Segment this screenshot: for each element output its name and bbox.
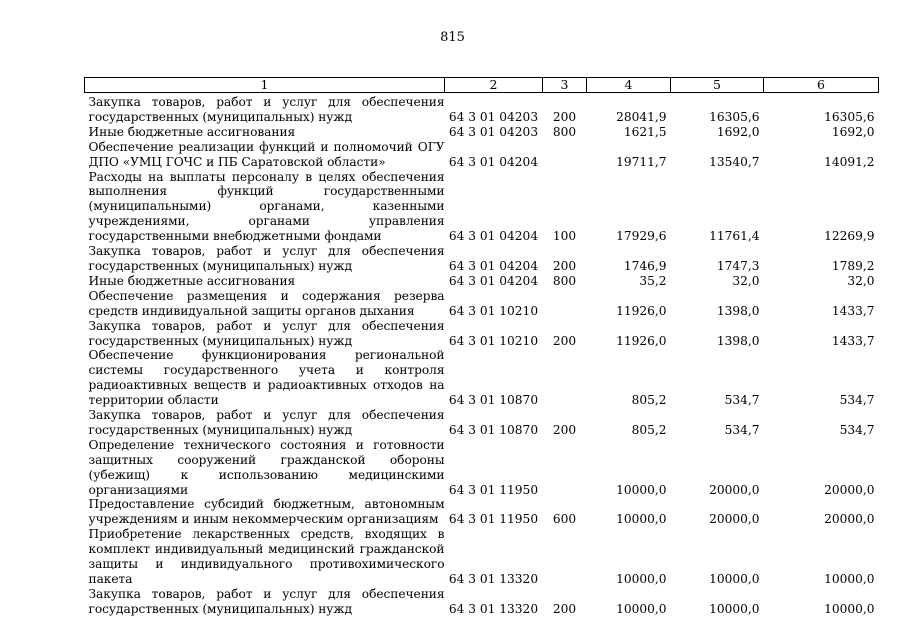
row-value-col4: 10000,0 [616,572,667,586]
table-row [85,348,879,408]
row-name: Закупка товаров, работ и услуг для обеспечения государственных (муниципальных) нужд [88,318,445,348]
row-value-col4: 17929,6 [616,229,667,244]
row-expense-type: 600 [552,512,577,527]
row-expense-type [543,527,587,587]
row-value-col4: 19711,7 [616,154,667,169]
table-row [85,93,879,125]
row-code: 64 3 01 04204 [448,273,539,288]
row-name: Обеспечение размещения и содержания резерва средств индивидуальной защиты органов дыхания [88,288,445,318]
table-row [85,527,879,587]
row-value-col5: 1692,0 [716,124,760,139]
row-value-col6: 20000,0 [824,512,875,527]
row-code: 64 3 01 10210 [448,303,539,318]
table-row [85,319,879,349]
row-name: Определение технического состояния и готовности защитных сооружений гражданской обороны (убежищ) к использованию медицинскими организациями [88,437,445,497]
row-expense-type [543,289,587,319]
row-value-col6: 10000,0 [824,601,875,616]
row-code: 64 3 01 11950 [448,482,539,497]
table-body [85,93,879,617]
row-value-col6: 1692,0 [831,124,875,139]
row-value-col6: 16305,6 [824,109,875,124]
row-value-col5: 1398,0 [716,303,760,318]
table-row [85,274,879,289]
row-name: Обеспечение функционирования региональной системы государственного учета и контроля радиоактивных веществ и радиоактивных отходов на территории области [88,348,445,408]
row-expense-type: 200 [552,258,577,273]
table-row [85,125,879,140]
row-expense-type [543,438,587,498]
table-row [85,140,879,170]
row-value-col6: 12269,9 [824,229,875,244]
row-value-col6: 1789,2 [831,258,875,273]
header-row [85,78,879,93]
table-row [85,244,879,274]
row-name: Закупка товаров, работ и услуг для обеспечения государственных (муниципальных) нужд [88,408,445,437]
row-name: Закупка товаров, работ и услуг для обеспечения государственных (муниципальных) нужд [88,95,445,124]
row-code: 64 3 01 10210 [448,333,539,348]
row-value-col6: 1433,7 [831,303,875,318]
row-expense-type: 800 [552,273,577,288]
row-value-col4: 10000,0 [616,512,667,527]
row-code: 64 3 01 13320 [448,601,539,616]
row-value-col6: 534,7 [839,422,875,437]
table-row [85,170,879,245]
row-value-col6: 32,0 [847,273,875,288]
row-expense-type: 200 [552,109,577,124]
row-value-col5: 534,7 [724,422,760,437]
row-value-col5: 10000,0 [709,572,760,586]
row-name: Обеспечение реализации функций и полномочий ОГУ ДПО «УМЦ ГОЧС и ПБ Саратовской области» [88,139,445,169]
row-value-col5: 20000,0 [709,482,760,497]
row-value-col5: 32,0 [732,273,760,288]
row-expense-type [543,140,587,170]
row-value-col5: 13540,7 [709,154,760,169]
row-value-col5: 16305,6 [709,109,760,124]
row-value-col6: 10000,0 [824,572,875,586]
row-value-col4: 1621,5 [623,124,667,139]
row-name: Предоставление субсидий бюджетным, автономным учреждениям и иным некоммерческим организациям [88,497,445,527]
row-code: 64 3 01 10870 [448,393,539,408]
page-number: 815 [440,30,465,45]
row-code: 64 3 01 11950 [448,512,539,527]
row-value-col4: 10000,0 [616,601,667,616]
row-value-col4: 28041,9 [616,109,667,124]
row-code: 64 3 01 04204 [448,258,539,273]
row-value-col6: 1433,7 [831,333,875,348]
row-value-col6: 14091,2 [824,154,875,169]
row-value-col5: 11761,4 [709,229,760,244]
row-expense-type [543,348,587,408]
header-cell-2: 2 [445,78,543,93]
row-code: 64 3 01 10870 [448,422,539,437]
row-name: Закупка товаров, работ и услуг для обеспечения государственных (муниципальных) нужд [88,244,445,273]
row-value-col4: 805,2 [631,393,667,408]
header-cell-4: 4 [587,78,671,93]
row-value-col4: 1746,9 [623,258,667,273]
row-code: 64 3 01 04204 [448,229,539,244]
row-expense-type: 200 [552,601,577,616]
row-expense-type: 200 [552,333,577,348]
row-value-col4: 10000,0 [616,482,667,497]
row-expense-type: 200 [552,422,577,437]
row-name: Иные бюджетные ассигнования [88,273,296,288]
row-code: 64 3 01 13320 [448,572,539,586]
row-name: Закупка товаров, работ и услуг для обеспечения государственных (муниципальных) нужд [88,586,445,616]
row-value-col4: 35,2 [639,273,667,288]
header-cell-6: 6 [764,78,879,93]
row-name: Приобретение лекарственных средств, входящих в комплект индивидуальный медицинский гражданской защиты и индивидуального противохимического пакета [88,527,445,586]
row-value-col5: 1747,3 [716,258,760,273]
header-cell-1: 1 [85,78,445,93]
row-value-col5: 10000,0 [709,601,760,616]
row-value-col6: 20000,0 [824,482,875,497]
header-cell-5: 5 [671,78,764,93]
row-code: 64 3 01 04203 [448,109,539,124]
table-row [85,497,879,527]
row-value-col5: 534,7 [724,393,760,408]
row-value-col4: 11926,0 [616,333,667,348]
row-expense-type: 100 [552,229,577,244]
row-expense-type: 800 [552,124,577,139]
table-row [85,587,879,617]
row-value-col5: 20000,0 [709,512,760,527]
row-code: 64 3 01 04204 [448,154,539,169]
header-cell-3: 3 [543,78,587,93]
row-name: Расходы на выплаты персоналу в целях обеспечения выполнения функций государственными (муниципальными) органами, казенными учреждениями, органами управления государственными внебюджетными фондами [88,169,445,244]
budget-table [84,77,879,617]
row-value-col6: 534,7 [839,393,875,408]
row-code: 64 3 01 04203 [448,124,539,139]
row-value-col4: 11926,0 [616,303,667,318]
row-name: Иные бюджетные ассигнования [88,124,296,139]
table-row [85,408,879,438]
table-row [85,438,879,498]
row-value-col4: 805,2 [631,422,667,437]
row-value-col5: 1398,0 [716,333,760,348]
table-row [85,289,879,319]
